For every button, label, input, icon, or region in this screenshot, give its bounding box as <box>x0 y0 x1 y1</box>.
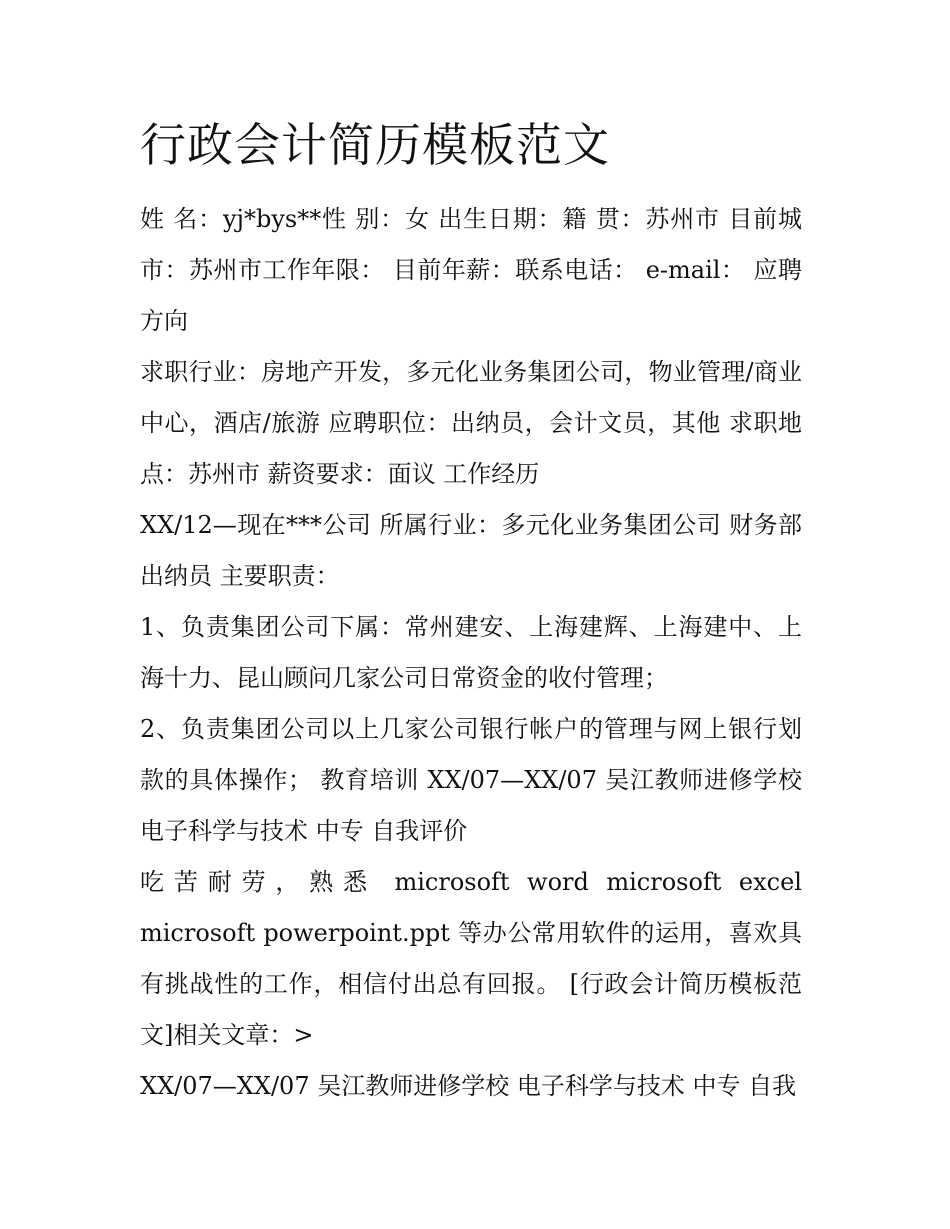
document-page <box>140 112 802 1112</box>
paragraph-duty-2: 2、负责集团公司以上几家公司银行帐户的管理与网上银行划款的具体操作； 教育培训 XX/07—XX/07 吴江教师进修学校 电子科学与技术 中专 自我评价 <box>140 715 802 845</box>
paragraph-duty-1: 1、负责集团公司下属：常州建安、上海建辉、上海建中、上海十力、昆山顾问几家公司日常资金的收付管理； <box>140 613 802 692</box>
document-title: 行政会计简历模板范文 <box>140 118 610 172</box>
paragraph-education: XX/07—XX/07 吴江教师进修学校 电子科学与技术 中专 自我 <box>140 1072 797 1100</box>
paragraph-personal-info: 姓 名：yj*bys**性 别：女 出生日期：籍 贯：苏州市 目前城市：苏州市工作年限： 目前年薪：联系电话： e-mail： 应聘方向 <box>140 205 802 335</box>
paragraph-work-experience: XX/12—现在***公司 所属行业：多元化业务集团公司 财务部 出纳员 主要职责： <box>140 511 802 590</box>
paragraph-self-evaluation: 吃苦耐劳，熟悉 microsoft word microsoft excel microsoft powerpoint.ppt 等办公常用软件的运用，喜欢具有挑战性的工作，相信付出总有回报。 [行政会计简历模板范文]相关文章：> <box>140 868 802 1049</box>
paragraph-job-intent: 求职行业：房地产开发，多元化业务集团公司，物业管理/商业中心，酒店/旅游 应聘职位：出纳员，会计文员，其他 求职地点：苏州市 薪资要求：面议 工作经历 <box>140 358 802 488</box>
